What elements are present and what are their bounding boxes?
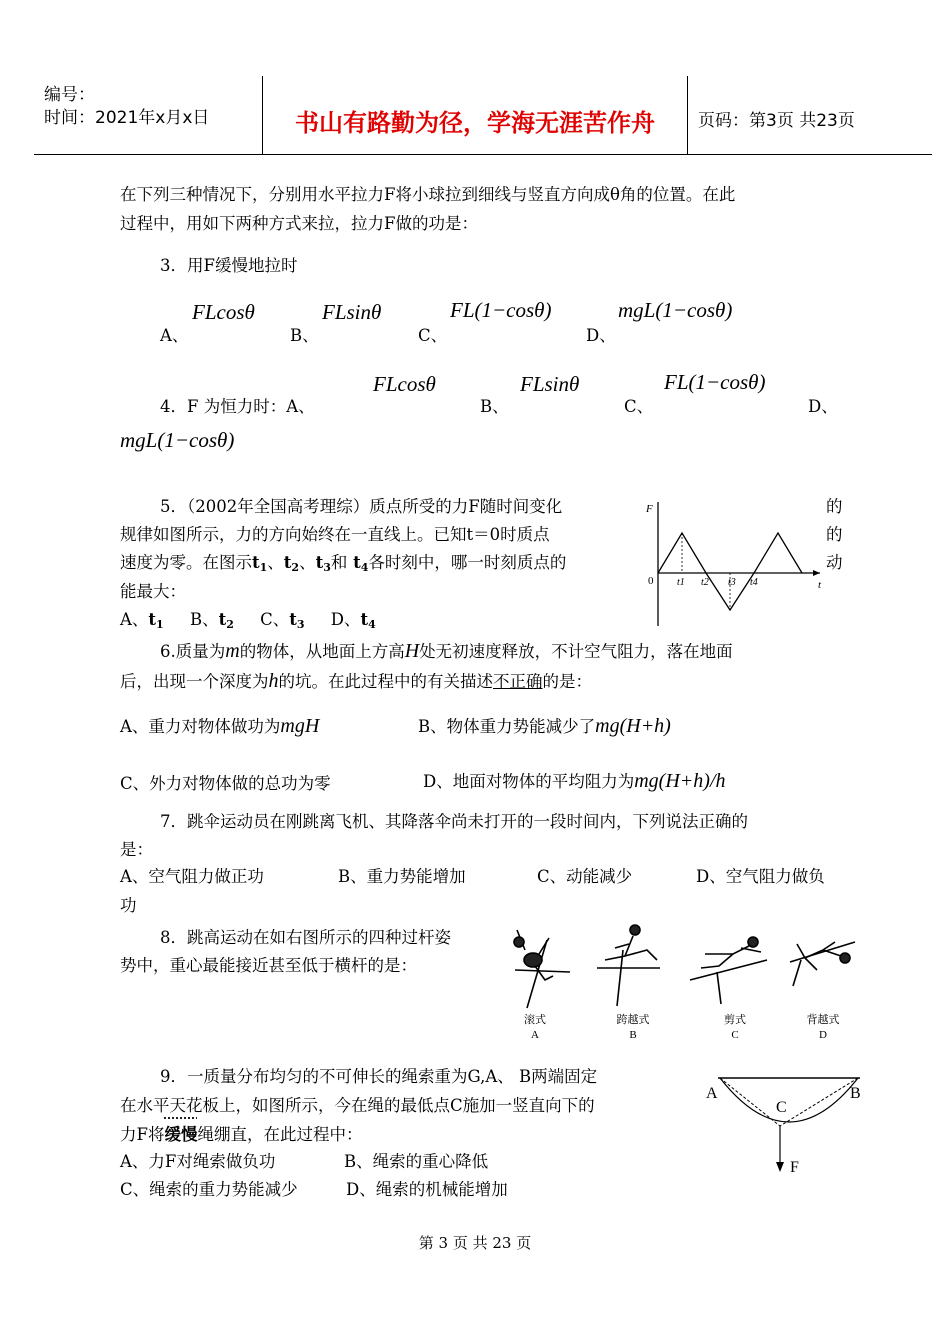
- q4-stem: 4．F 为恒力时：A、: [160, 397, 315, 416]
- motto: 书山有路勤为径，学海无涯苦作舟: [295, 108, 655, 137]
- q4-formula-a: FLcosθ: [373, 372, 436, 396]
- q6-line-1: 6.质量为m的物体，从地面上方高H处无初速度释放，不计空气阻力，落在地面: [160, 640, 733, 662]
- q9-line-3: 力F将缓慢绳绷直，在此过程中：: [120, 1125, 363, 1144]
- q8-figure-d-name: 背越式: [806, 1014, 840, 1026]
- q9-label-f: F: [790, 1159, 799, 1176]
- header-divider-left: [262, 76, 263, 155]
- q5-force-time-graph: [640, 498, 830, 628]
- q5-line-2-end: 的: [826, 525, 843, 544]
- q5-option-a[interactable]: A、$t_1$: [120, 610, 164, 631]
- q3-formula-b: FLsinθ: [322, 300, 382, 324]
- q4-formula-c: FL(1−cosθ): [664, 370, 766, 394]
- q4-label-d: D、: [808, 397, 838, 416]
- q9-rope-taut-left: [720, 1078, 780, 1126]
- q4-label-b: B、: [480, 397, 509, 416]
- q3-label-b: B、: [290, 326, 319, 345]
- q5-line-1-end: 的: [826, 497, 843, 516]
- q5-option-b[interactable]: B、$t_2$: [189, 610, 234, 631]
- q6-option-d[interactable]: D、地面对物体的平均阻力为mg(H+h)/h: [423, 770, 726, 792]
- q3-label-d: D、: [586, 326, 616, 345]
- q8-figure-c-letter: C: [731, 1029, 739, 1041]
- q5-line-1: 5．（2002年全国高考理综）质点所受的力F随时间变化: [160, 497, 563, 516]
- header-divider-right: [687, 76, 688, 155]
- q8-line-2: 势中，重心最能接近甚至低于横杆的是：: [120, 956, 417, 975]
- q8-figure-c-name: 剪式: [724, 1014, 746, 1026]
- q3-label-c: C、: [418, 326, 448, 345]
- q9-rope-figure: [700, 1066, 870, 1178]
- q7-line-1: 7．跳伞运动员在刚跳离飞机、其降落伞尚未打开的一段时间内，下列说法正确的: [160, 812, 748, 831]
- page-footer: 第 3 页 共 23 页: [418, 1234, 532, 1252]
- q5-graph-y-label: F: [646, 503, 653, 515]
- q9-option-d[interactable]: D、绳索的机械能增加: [346, 1180, 508, 1199]
- q9-label-a: A: [706, 1085, 718, 1102]
- q5-graph-x-label: t: [818, 579, 822, 591]
- page-label: 页码：第3页 共23页: [698, 111, 855, 131]
- q3-formula-a: FLcosθ: [192, 300, 255, 324]
- q8-figure-b: [597, 925, 660, 1006]
- q5-line-3-end: 动: [826, 553, 843, 572]
- q3-stem: 3．用F缓慢地拉时: [160, 256, 298, 275]
- q7-option-b[interactable]: B、重力势能增加: [338, 867, 466, 886]
- q4-label-c: C、: [624, 397, 654, 416]
- q9-line-2: 在水平天花板上，如图所示，今在绳的最低点C施加一竖直向下的: [120, 1096, 595, 1115]
- q8-figure-a-name: 滚式: [524, 1014, 546, 1026]
- q9-line-1: 9．一质量分布均匀的不可伸长的绳索重为G,A、 B两端固定: [160, 1067, 598, 1086]
- q5-option-c[interactable]: C、$t_3$: [260, 610, 305, 631]
- q5-graph-tick-t3: t3: [728, 577, 736, 588]
- q5-graph-origin: 0: [648, 575, 654, 587]
- q9-label-c: C: [776, 1099, 787, 1116]
- q9-option-b[interactable]: B、绳索的重心降低: [344, 1152, 489, 1171]
- q7-option-a[interactable]: A、空气阻力做正功: [120, 867, 264, 886]
- intro-line-2: 过程中，用如下两种方式来拉，拉力F做的功是：: [120, 214, 478, 233]
- q5-option-d[interactable]: D、$t_4$: [330, 610, 376, 631]
- q6-option-c[interactable]: C、外力对物体做的总功为零: [120, 774, 331, 793]
- q5-graph-tick-t4: t4: [750, 577, 758, 588]
- q9-label-b: B: [850, 1085, 861, 1102]
- q6-line-2: 后，出现一个深度为h的坑。在此过程中的有关描述不正确的是：: [120, 670, 592, 692]
- q3-formula-c: FL(1−cosθ): [450, 298, 552, 322]
- q4-formula-d: mgL(1−cosθ): [120, 428, 235, 452]
- q9-option-a[interactable]: A、力F对绳索做负功: [120, 1152, 276, 1171]
- q8-figure-b-name: 跨越式: [616, 1014, 650, 1026]
- q9-rope-taut-right: [780, 1078, 858, 1126]
- q7-option-c[interactable]: C、动能减少: [537, 867, 633, 886]
- q9-force-arrow: [776, 1162, 784, 1172]
- q5-line-4: 能最大：: [120, 582, 186, 601]
- header-bottom-rule: [34, 154, 932, 155]
- q6-option-a[interactable]: A、重力对物体做功为mgH: [120, 715, 320, 737]
- q9-rope-curve: [720, 1078, 858, 1122]
- q8-figure-a-letter: A: [531, 1029, 539, 1041]
- time-label: 时间：2021年x月x日: [44, 108, 210, 128]
- q3-formula-d: mgL(1−cosθ): [618, 298, 733, 322]
- q9-option-c[interactable]: C、绳索的重力势能减少: [120, 1180, 298, 1199]
- q5-graph-x-arrow: [813, 570, 820, 576]
- q8-high-jump-figures: [505, 920, 865, 1044]
- q3-label-a: A、: [160, 326, 189, 345]
- q7-option-d[interactable]: D、空气阻力做负: [696, 867, 825, 886]
- q5-options: [120, 606, 376, 639]
- q4-formula-b: FLsinθ: [520, 372, 580, 396]
- q8-figure-c: [690, 937, 767, 1004]
- q7-line-2: 是：: [120, 840, 153, 859]
- q8-figure-a: [514, 930, 570, 1008]
- q5-graph-tick-t2: t2: [701, 577, 709, 588]
- q5-line-2: 规律如图所示，力的方向始终在一直线上。已知t＝0时质点: [120, 525, 550, 544]
- q8-figure-d: [790, 942, 855, 986]
- q8-line-1: 8．跳高运动在如右图所示的四种过杆姿: [160, 928, 451, 947]
- q5-graph-tick-t1: t1: [677, 577, 685, 588]
- intro-line-1: 在下列三种情况下，分别用水平拉力F将小球拉到细线与竖直方向成θ角的位置。在此: [120, 185, 736, 204]
- q5-line-3: 速度为零。在图示$t_1$、$t_2$、$t_3$和 $t_4$各时刻中，哪一时刻质点的: [120, 553, 567, 574]
- q6-option-b[interactable]: B、物体重力势能减少了mg(H+h): [418, 715, 671, 737]
- q7-option-d-tail: 功: [120, 896, 137, 915]
- q8-figure-d-letter: D: [819, 1029, 827, 1041]
- q8-figure-b-letter: B: [629, 1029, 637, 1041]
- code-label: 编号：: [44, 85, 95, 105]
